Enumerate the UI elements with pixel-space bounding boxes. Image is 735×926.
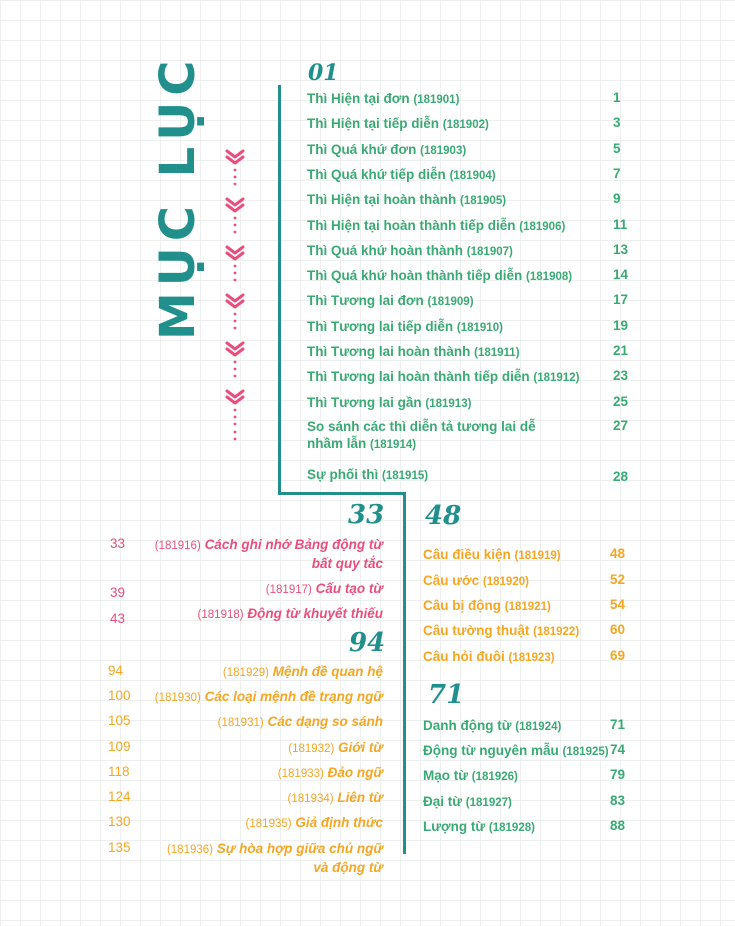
entry-title: Cách ghi nhớ Bảng động từ — [204, 537, 383, 552]
entry-code: (181925) — [562, 746, 609, 758]
entry-title: Đảo ngữ — [327, 765, 383, 780]
toc-entry[interactable] — [307, 242, 513, 261]
toc-entry[interactable] — [307, 90, 459, 109]
entry-page-number: 28 — [613, 469, 629, 484]
entry-code: (181901) — [413, 94, 460, 106]
toc-entry[interactable] — [155, 688, 383, 707]
entry-title: Cấu tạo từ — [315, 581, 383, 596]
entry-code: (181929) — [222, 667, 269, 679]
entry-title: Thì Quá khứ hoàn thành — [307, 242, 464, 258]
entry-title: Giới từ — [338, 740, 383, 755]
toc-entry[interactable] — [218, 713, 383, 732]
entry-page-number: 74 — [610, 742, 626, 757]
entry-page-number: 9 — [613, 191, 621, 207]
entry-code: (181930) — [154, 692, 201, 704]
entry-title: Câu bị động — [423, 598, 501, 613]
entry-code: (181923) — [508, 652, 555, 664]
chevron-down-icon — [227, 151, 243, 403]
divider-line-top — [278, 85, 281, 495]
entry-code: (181904) — [449, 169, 496, 182]
entry-page-number: 130 — [108, 814, 131, 829]
entry-title-cont: nhầm lẫn — [307, 436, 367, 451]
toc-entry[interactable] — [278, 764, 383, 783]
entry-page-number: 48 — [610, 546, 626, 561]
entry-page-number: 109 — [108, 739, 131, 754]
entry-code: (181931) — [217, 717, 264, 729]
entry-page-number: 17 — [613, 292, 629, 308]
entry-title: Thì Tương lai tiếp diễn — [307, 318, 454, 334]
entry-title: Sự phối thì — [307, 467, 379, 482]
toc-entry[interactable] — [423, 742, 609, 761]
entry-code: (181932) — [288, 743, 335, 755]
entry-title: Lượng từ — [423, 819, 486, 834]
entry-title: Động từ khuyết thiếu — [247, 606, 383, 621]
entry-page-number: 5 — [613, 140, 621, 156]
entry-title: Động từ nguyên mẫu — [423, 743, 559, 758]
toc-entry[interactable] — [307, 318, 503, 337]
entry-title: Sự hòa hợp giữa chủ ngữ — [216, 841, 383, 856]
entry-code: (181919) — [514, 550, 561, 562]
entry-title: Các dạng so sánh — [267, 714, 383, 729]
section-number-48: 48 — [425, 501, 462, 531]
toc-entry[interactable] — [423, 622, 579, 641]
toc-entry[interactable] — [307, 217, 565, 236]
toc-entry[interactable] — [155, 536, 383, 572]
entry-page-number: 71 — [610, 717, 626, 732]
entry-code: (181914) — [370, 439, 417, 451]
toc-entry[interactable] — [307, 368, 579, 387]
section-number-94: 94 — [349, 628, 386, 658]
entry-title: Liên từ — [337, 790, 383, 805]
toc-entry[interactable] — [423, 717, 561, 736]
entry-title: Câu điều kiện — [423, 547, 511, 562]
entry-page-number: 135 — [108, 840, 131, 855]
toc-entry[interactable] — [423, 572, 529, 591]
section-number-71: 71 — [428, 680, 465, 710]
page-title: MỤC LỤC — [150, 54, 206, 340]
entry-page-number: 27 — [613, 418, 629, 433]
entry-page-number: 69 — [610, 648, 626, 663]
entry-title: Đại từ — [423, 794, 463, 809]
toc-entry[interactable] — [167, 840, 383, 876]
entry-code: (181912) — [533, 372, 580, 385]
entry-code: (181907) — [466, 245, 513, 258]
entry-code: (181915) — [382, 470, 429, 482]
entry-page-number: 118 — [108, 764, 130, 779]
toc-entry[interactable] — [423, 818, 535, 837]
entry-title: Thì Quá khứ tiếp diễn — [307, 166, 446, 182]
entry-title: Danh động từ — [423, 718, 512, 733]
entry-page-number: 21 — [613, 343, 629, 358]
entry-code: (181906) — [519, 220, 566, 233]
entry-code: (181934) — [287, 793, 334, 805]
entry-title: Thì Hiện tại hoàn thành — [307, 192, 457, 208]
entry-page-number: 83 — [610, 793, 626, 808]
toc-entry[interactable] — [423, 546, 561, 565]
entry-page-number: 3 — [613, 115, 621, 131]
entry-title: So sánh các thì diễn tả tương lai dễ — [307, 419, 536, 434]
entry-code: (181926) — [471, 771, 518, 783]
toc-entry[interactable] — [307, 343, 520, 362]
entry-title: Thì Hiện tại hoàn thành tiếp diễn — [307, 217, 516, 233]
entry-code: (181922) — [533, 626, 580, 638]
entry-title: Giả định thức — [295, 815, 383, 830]
toc-entry[interactable] — [423, 767, 518, 786]
divider-line-horizontal — [278, 492, 406, 495]
toc-entry[interactable] — [307, 166, 496, 185]
entry-title-cont: và động từ — [313, 860, 383, 875]
entry-page-number: 13 — [613, 241, 629, 257]
divider-line-bottom — [403, 492, 406, 854]
toc-entry[interactable] — [246, 814, 383, 833]
entry-title-cont: bất quy tắc — [311, 556, 383, 571]
toc-entry[interactable] — [223, 663, 383, 682]
toc-entry[interactable] — [307, 292, 474, 311]
entry-code: (181921) — [504, 601, 551, 613]
entry-code: (181913) — [425, 397, 472, 410]
toc-entry[interactable] — [423, 648, 555, 667]
entry-code: (181909) — [427, 296, 474, 309]
entry-code: (181917) — [265, 584, 312, 596]
entry-page-number: 39 — [110, 585, 126, 600]
entry-page-number: 100 — [108, 688, 131, 703]
section-number-01: 01 — [308, 60, 339, 86]
entry-code: (181905) — [460, 195, 507, 208]
section-number-33: 33 — [348, 500, 385, 530]
entry-page-number: 43 — [110, 611, 126, 626]
entry-page-number: 11 — [613, 216, 628, 232]
entry-page-number: 54 — [610, 597, 626, 612]
entry-code: (181903) — [420, 144, 467, 157]
entry-code: (181928) — [488, 822, 535, 834]
entry-page-number: 124 — [108, 789, 131, 804]
entry-code: (181920) — [482, 576, 529, 588]
entry-code: (181935) — [245, 818, 292, 830]
toc-entry[interactable] — [307, 191, 506, 210]
toc-entry[interactable] — [423, 597, 551, 616]
entry-code: (181902) — [442, 119, 489, 132]
chevron-decoration — [220, 145, 250, 445]
entry-title: Thì Hiện tại đơn — [307, 91, 410, 106]
entry-page-number: 19 — [613, 317, 629, 333]
toc-entry[interactable] — [307, 394, 471, 413]
toc-entry[interactable] — [307, 267, 572, 286]
entry-page-number: 60 — [610, 622, 626, 637]
entry-code: (181936) — [166, 844, 213, 856]
entry-title: Thì Tương lai hoàn thành — [307, 344, 471, 359]
entry-title: Thì Tương lai gần — [307, 394, 422, 410]
entry-title: Các loại mệnh đề trạng ngữ — [204, 689, 383, 704]
entry-page-number: 7 — [613, 165, 621, 181]
entry-title: Câu ước — [423, 573, 480, 588]
entry-page-number: 88 — [610, 818, 626, 833]
entry-code: (181924) — [515, 721, 562, 733]
entry-page-number: 23 — [613, 368, 629, 384]
entry-code: (181910) — [456, 321, 503, 334]
entry-page-number: 52 — [610, 572, 626, 587]
toc-entry[interactable] — [423, 793, 512, 812]
toc-entry[interactable] — [288, 789, 383, 808]
toc-entry[interactable] — [307, 115, 489, 134]
toc-entry[interactable] — [307, 418, 536, 454]
entry-page-number: 1 — [613, 90, 621, 105]
entry-page-number: 33 — [110, 536, 126, 551]
entry-page-number: 105 — [108, 713, 131, 728]
entry-code: (181933) — [277, 768, 324, 780]
entry-title: Thì Tương lai hoàn thành tiếp diễn — [307, 369, 530, 385]
toc-entry[interactable] — [307, 141, 466, 160]
entry-code: (181916) — [154, 540, 201, 552]
entry-code: (181927) — [465, 797, 512, 809]
entry-title: Mệnh đề quan hệ — [272, 664, 383, 679]
entry-page-number: 79 — [610, 767, 626, 782]
entry-title: Thì Quá khứ đơn — [307, 141, 417, 157]
entry-code: (181918) — [197, 609, 244, 621]
toc-entry[interactable] — [198, 605, 383, 624]
entry-title: Câu tường thuật — [423, 623, 530, 638]
toc-entry[interactable] — [288, 739, 383, 758]
entry-title: Mạo từ — [423, 768, 469, 783]
entry-code: (181911) — [474, 347, 520, 359]
entry-page-number: 14 — [613, 267, 629, 283]
entry-page-number: 25 — [613, 393, 629, 409]
toc-entry[interactable] — [307, 466, 428, 485]
entry-title: Câu hỏi đuôi — [423, 649, 505, 664]
entry-page-number: 94 — [108, 663, 124, 678]
entry-code: (181908) — [526, 271, 573, 284]
toc-entry[interactable] — [266, 580, 383, 599]
entry-title: Thì Tương lai đơn — [307, 293, 424, 309]
entry-title: Thì Quá khứ hoàn thành tiếp diễn — [307, 268, 523, 284]
entry-title: Thì Hiện tại tiếp diễn — [307, 116, 440, 132]
